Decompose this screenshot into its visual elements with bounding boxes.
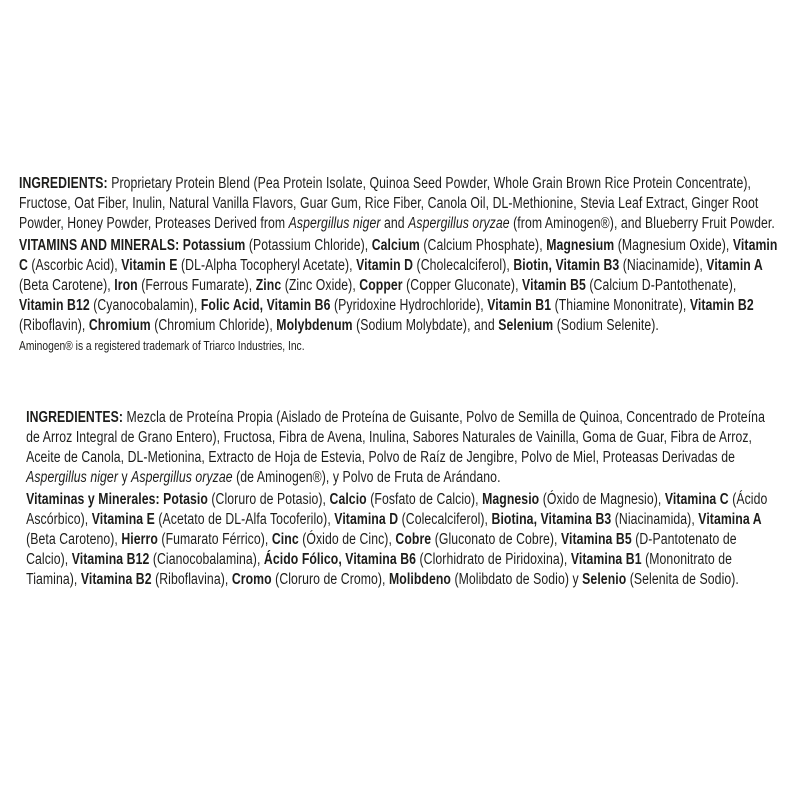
ingredients-statement-en: INGREDIENTS: Proprietary Protein Blend (Pea Protein Isolate, Quinoa Seed Powder, Whole Grain Brown Rice Protein Concentrate), Fructose, Oat Fiber, Inulin, Natural Vanilla Flavors, Guar Gum, Rice Fiber, Canola Oil, DL-Methionine, Stevia Leaf Extract, Ginger Root Powder, Honey Powder, Proteases Derived from Aspergillus niger and Aspergillus oryzae (from Aminogen®), and Blueberry Fruit Powder. <box>19 175 775 232</box>
vitamins-minerals-statement-en: VITAMINS AND MINERALS: Potassium (Potassium Chloride), Calcium (Calcium Phosphate), Magnesium (Magnesium Oxide), Vitamin C (Ascorbic Acid), Vitamin E (DL-Alpha Tocopheryl Acetate), Vitamin D (Cholecalciferol), Biotin, Vitamin B3 (Niacinamide), Vitamin A (Beta Carotene), Iron (Ferrous Fumarate), Zinc (Zinc Oxide), Copper (Copper Gluconate), Vitamin B5 (Calcium D-Pantothenate), Vitamin B12 (Cyanocobalamin), Folic Acid, Vitamin B6 (Pyridoxine Hydrochloride), Vitamin B1 (Thiamine Mononitrate), Vitamin B2 (Riboflavin), Chromium (Chromium Chloride), Molybdenum (Sodium Molybdate), and Selenium (Sodium Selenite). <box>19 237 778 334</box>
spanish-label-section <box>19 408 781 590</box>
ingredients-statement-es: INGREDIENTES: Mezcla de Proteína Propia (Aislado de Proteína de Guisante, Polvo de Semilla de Quinoa, Concentrado de Proteína de Arroz Integral de Grano Entero), Fructosa, Fibra de Avena, Inulina, Sabores Naturales de Vainilla, Goma de Guar, Fibra de Arroz, Aceite de Canola, DL-Metionina, Extracto de Hoja de Estevia, Polvo de Raíz de Jengibre, Polvo de Miel, Proteasas Derivadas de Aspergillus niger y Aspergillus oryzae (de Aminogen®), y Polvo de Fruta de Arándano. <box>26 409 765 486</box>
aminogen-trademark-note: Aminogen® is a registered trademark of Triarco Industries, Inc. <box>19 338 305 353</box>
english-label-section <box>19 174 781 354</box>
vitamins-minerals-statement-es: Vitaminas y Minerales: Potasio (Cloruro de Potasio), Calcio (Fosfato de Calcio), Magnesio (Óxido de Magnesio), Vitamina C (Ácido Ascórbico), Vitamina E (Acetato de DL-Alfa Tocoferilo), Vitamina D (Colecalciferol), Biotina, Vitamina B3 (Niacinamida), Vitamina A (Beta Caroteno), Hierro (Fumarato Férrico), Cinc (Óxido de Cinc), Cobre (Gluconato de Cobre), Vitamina B5 (D-Pantotenato de Calcio), Vitamina B12 (Cianocobalamina), Ácido Fólico, Vitamina B6 (Clorhidrato de Piridoxina), Vitamina B1 (Mononitrato de Tiamina), Vitamina B2 (Riboflavina), Cromo (Cloruro de Cromo), Molibdeno (Molibdato de Sodio) y Selenio (Selenita de Sodio). <box>26 491 768 588</box>
label-text-area <box>19 174 781 592</box>
